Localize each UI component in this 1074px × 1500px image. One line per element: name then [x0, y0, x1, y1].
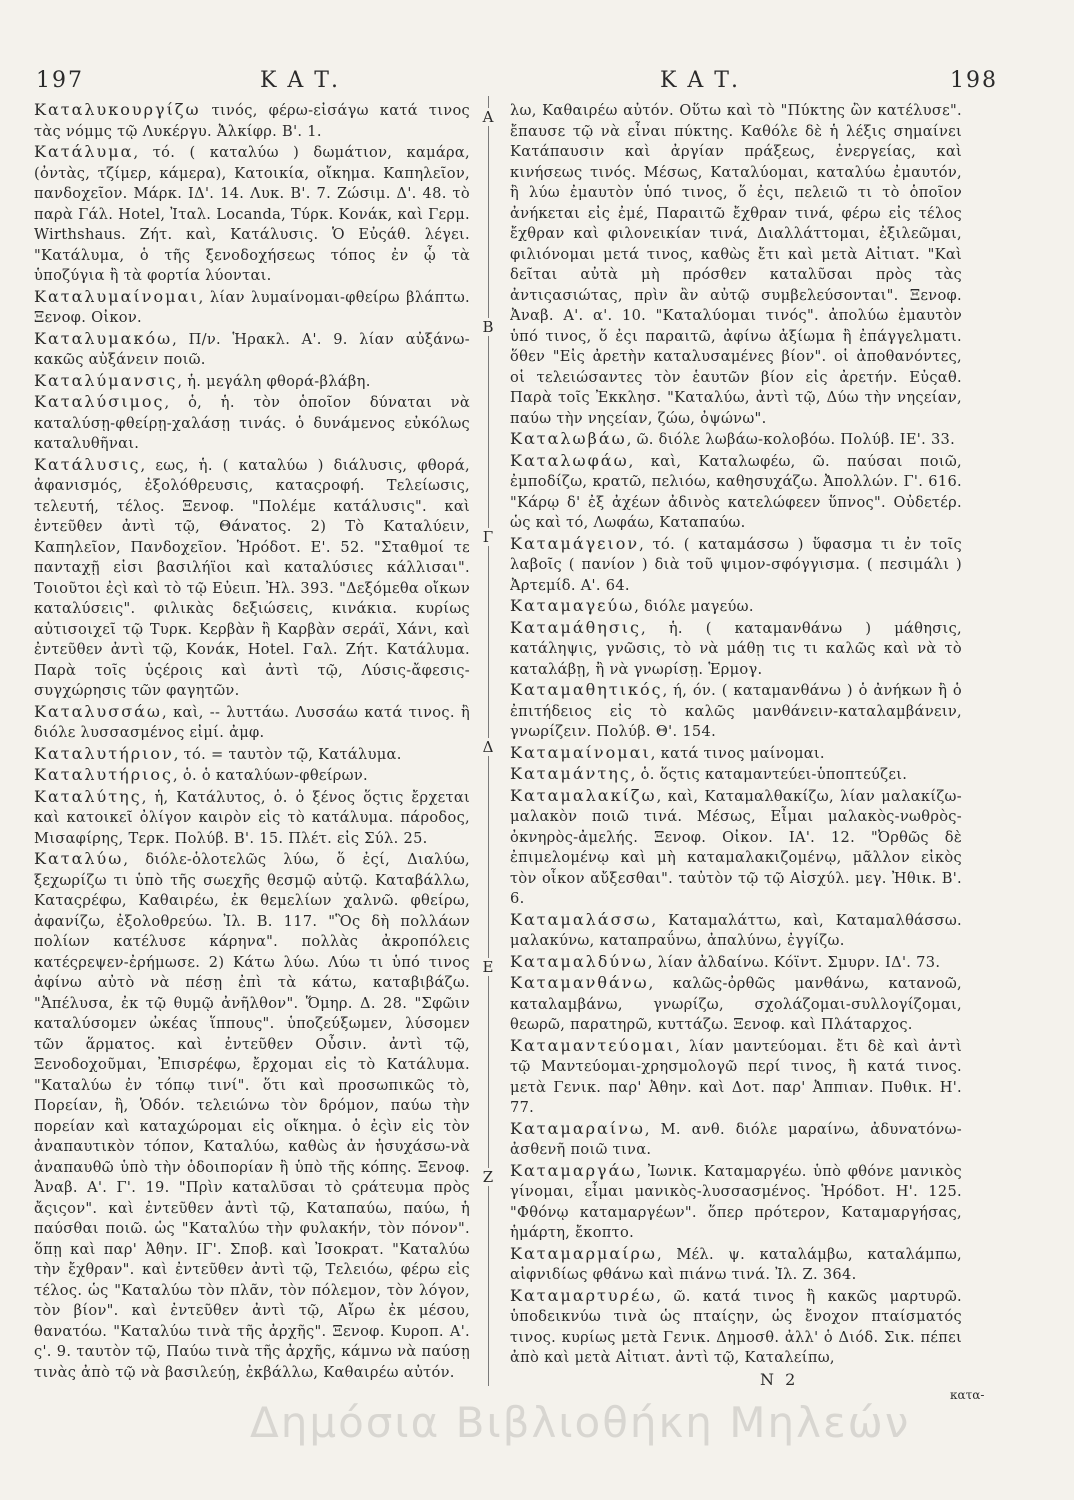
- entry-definition: , λίαν μαντεύομαι. ἔτι δὲ καὶ ἀντὶ τῷ Μαντεύομαι-χρησμολογῶ περί τινος, ἢ κατά τινος. μετὰ Γενικ. παρ' Ἀθην. καὶ Δοτ. παρ' Ἀππιαν. Πυθικ. Η'. 77.: [510, 1037, 962, 1116]
- dictionary-entry: [34, 744, 470, 766]
- library-watermark: Δημόσια Βιβλιοθήκη Μηλεών: [250, 1398, 911, 1447]
- dictionary-entry: [34, 287, 470, 329]
- entry-headword: Καταμανθάνω: [510, 973, 649, 992]
- section-letter: Β: [476, 318, 500, 336]
- dictionary-entry: [34, 329, 470, 371]
- entry-definition: , κατά τινος μαίνομαι.: [650, 744, 825, 762]
- entry-definition: , ἡ, Κατάλυτος, ὁ. ὁ ξένος ὅςτις ἔρχεται καὶ κατοικεῖ ὀλίγον καιρὸν εἰς τὸ κατάλυμα. πάροδος, Μισαφίρης, Τερκ. Πολύβ. Β'. 15. Πλέτ. εἰς Σύλ. 25.: [34, 788, 470, 847]
- entry-headword: Καταμαραίνω: [510, 1118, 645, 1138]
- entry-definition: , καὶ, Καταμαλθακίζω, λίαν μαλακίζω-μαλακὸν ποιῶ τινά. Μέσως, Εἶμαι μαλακὸς-νωθρὸς-ὀκνηρὸς-ἀμελής. Ξενοφ. Οἰκον. ΙΑ'. 12. "Ὀρθῶς δὲ ἐπιμελομένῳ καὶ μὴ καταμαλακιζομένῳ, μᾶλλον εἰκὸς τὸν οἶκον αὔξεσθαι". ταὐτὸν τῷ τῷ Αἰσχύλ. μεγ. Ἠθικ. Β'. 6.: [510, 787, 962, 907]
- dictionary-entry: [34, 787, 470, 850]
- left-running-headword: Κ Α Τ.: [260, 68, 340, 93]
- left-column: [34, 100, 470, 1390]
- entry-headword: Καταμαλάσσω: [510, 909, 652, 929]
- entry-definition: , διόλε μαγεύω.: [634, 598, 754, 615]
- dictionary-entry: [34, 142, 470, 287]
- entry-definition: , καλῶς-ὀρθῶς μανθάνω, κατανοῶ, καταλαμβάνω, γνωρίζω, σχολάζομαι-συλλογίζομαι, θεωρῶ, παρατηρῶ, κυττάζω. Ξενοφ. καὶ Πλάταρχος.: [510, 975, 962, 1033]
- entry-definition: , ὁ, ἡ. τὸν ὁποῖον δύναται νὰ καταλύσῃ-φθείρῃ-χαλάσῃ τινάς. ὁ δυνάμενος εὐκόλως καταλυθῆναι.: [34, 394, 470, 452]
- entry-headword: Καταλύω: [34, 849, 124, 868]
- right-page-number: 198: [950, 68, 998, 93]
- right-column: [510, 100, 962, 1390]
- entry-definition: , Μ. ανθ. διόλε μαραίνω, ἀδυνατόνω-ἀσθενῆ ποιῶ τινα.: [510, 1120, 962, 1158]
- entry-headword: Κατάλυμα: [34, 142, 134, 161]
- dictionary-entry: [34, 100, 470, 142]
- dictionary-entry: [34, 702, 470, 744]
- entry-definition: , ἡ. μεγάλη φθορά-βλάβη.: [177, 372, 371, 390]
- dictionary-entry: [510, 534, 962, 597]
- dictionary-entry: [34, 455, 470, 702]
- dictionary-entry: [34, 849, 470, 1383]
- right-running-headword: Κ Α Τ.: [660, 68, 740, 93]
- entry-headword: Καταμαλακίζω: [510, 785, 657, 805]
- entry-headword: Καταλύτης: [34, 786, 142, 806]
- catchword: κατα-: [950, 1388, 985, 1402]
- entry-definition: , ὁ. ὅςτις καταμαντεύει-ὑποπτεύζει.: [630, 766, 908, 783]
- entry-headword: Καταλυκουργίζω: [34, 100, 201, 119]
- entry-headword: Καταμαντεύομαι: [510, 1035, 676, 1055]
- running-header: [30, 68, 1040, 104]
- entry-definition: , Π/ν. Ἡρακλ. Α'. 9. λίαν αὐξάνω-κακῶς αὐξάνειν ποιῶ.: [34, 330, 470, 368]
- section-letter: Α: [476, 108, 500, 126]
- entry-headword: Καταμαίνομαι: [510, 742, 651, 762]
- entry-definition: , ὁ. ὁ καταλύων-φθείρων.: [173, 767, 368, 784]
- entry-headword: Καταμάντης: [510, 764, 631, 783]
- dictionary-entry: [510, 680, 962, 743]
- entry-headword: Καταλύμανσις: [34, 370, 178, 390]
- entry-definition: , τό. ( καταλύω ) δωμάτιον, καμάρα, (ὀντὰς, τζίμερ, κάμερα), Κατοικία, οἴκημα. Καπηλεῖον, πανδοχεῖον. Μάρκ. ΙΔ'. 14. Λυκ. Β'. 7. Ζώσιμ. Δ'. 48. τὸ παρὰ Γάλ. Hotel, Ἰταλ. Locanda, Τύρκ. Κονάκ, καὶ Γερμ. Wirthshaus. Ζήτ. καὶ, Κατάλυσις. Ὁ Εὐςάθ. λέγει. "Κατάλυμα, ὁ τῆς ξενοδοχήσεως τόπος ἐν ᾧ τὰ ὑποζύγια ἢ τὰ φορτία λύονται.: [34, 144, 470, 284]
- signature-mark: Ν 2: [760, 1370, 799, 1389]
- entry-headword: Κατάλυσις: [34, 454, 141, 474]
- section-letter: Γ: [476, 528, 500, 546]
- entry-headword: Καταλύσιμος: [34, 392, 165, 411]
- dictionary-entry: [510, 952, 962, 974]
- entry-headword: Καταμαθητικός: [510, 680, 663, 699]
- entry-definition: , Μέλ. ψ. καταλάμβω, καταλάμπω, αἰφνιδίως φθάνω καὶ πιάνω τινά. Ἰλ. Ζ. 364.: [510, 1245, 962, 1283]
- dictionary-entry: [510, 618, 962, 681]
- dictionary-entry: [510, 1119, 962, 1161]
- entry-headword: Καταμαγεύω: [510, 596, 635, 615]
- entry-definition: , διόλε-ὁλοτελῶς λύω, ὅ ἐςί, Διαλύω, ξεχωρίζω τι ὑπὸ τῆς σωεχῆς θεσμῷ αὐτῷ. Καταβάλλω, Καταςρέφω, Καθαιρέω, ἐκ θεμελίων χαλνῶ. φθείρω, ἀφανίζω, ἐξολοθρεύω. Ἰλ. Β. 117. "Ὃς δὴ πολλάων πολίων κατέλυσε κάρηνα". πολλὰς ἀκροπόλεις κατέςρεψεν-ἐρήμωσε. 2) Κάτω λύω. Λύω τι ὑπό τινος ἀφίνω αὐτὸ νὰ πέσῃ ἐπὶ τὰ κάτω, καταβιβάζω. "Ἀπέλυσα, ἐκ τῷ θυμῷ ἀνῆλθον". Ὅμηρ. Δ. 28. "Σφῶιν καταλύσομεν ὠκέας ἵππους". ὑποζεύξωμεν, λύσομεν τῶν ἅρματος. καὶ ἐντεῦθεν Οὖσιν. ἀντὶ τῷ, Ξενοδοχοῦμαι, Ἐπισρέφω, ἔρχομαι εἰς τὸ Κατάλυμα. "Καταλύω ἐν τόπῳ τινί". ὅτι καὶ προσωπικῶς τὸ, Πορείαν, ἢ, Ὁδόν. τελειώνω τὸν δρόμον, παύω τὴν πορείαν καὶ καταχώρομαι εἰς οἴκημα. ὁ ἐςὶν εἰς τὸν ἀναπαυτικὸν τόπον, Καταλύω, καθὼς ἀν ἡσυχάσω-νὰ ἀναπαυθῶ ὑπὸ τὴν ὁδοιπορίαν ἢ ὑπὸ τῆς κόπης. Ξενοφ. Ἀναβ. Α'. Γ'. 19. "Πρὶν καταλῦσαι τὸ ςράτευμα πρὸς ἄςιςον". καὶ ἐντεῦθεν ἀντὶ τῷ, Καταπαύω, παύω, ἡ παύσθαι ποιῶ. ὡς "Καταλύω τὴν φυλακήν, τὸν πόνον". ὅπῃ καὶ παρ' Ἀθην. ΙΓ'. Σποβ. καὶ Ἰσοκρατ. "Καταλύω τὴν ἔχθραν". καὶ ἐντεῦθεν ἀντὶ τῷ, Τελειόω, φέρω εἰς τέλος. ὡς "Καταλύω τὸν πλᾶν, τὸν πόλεμον, τὸν λόγον, τὸν βίον". καὶ ἐντεῦθεν ἀντὶ τῷ, Αἴρω ἐκ μέσου, θανατόω. "Καταλύω τινὰ τῆς ἀρχῆς". Ξενοφ. Κυροπ. Α'. ς'. 9. ταυτὸν τῷ, Παύω τινὰ τῆς ἀρχῆς, κάμνω νὰ παύσῃ τινὰς ἀπὸ τῷ νὰ βασιλεύῃ, ἐκβάλλω, Καθαιρέω αὐτόν.: [34, 851, 470, 1381]
- entry-definition: , καὶ, -- λυττάω. Λυσσάω κατά τινος. ἢ διόλε λυσσασμένος εἰμί. ἀμφ.: [34, 703, 470, 741]
- dictionary-entry: [510, 596, 962, 618]
- entry-headword: Καταμαρτυρέω: [510, 1285, 657, 1305]
- entry-headword: Καταλυμακόω: [34, 328, 173, 348]
- entry-headword: Καταμαλδύνω: [510, 951, 648, 971]
- dictionary-entry: [510, 429, 962, 451]
- section-letter: Ζ: [476, 1168, 500, 1186]
- entry-headword: Καταμαρμαίρω: [510, 1243, 657, 1263]
- dictionary-entry: [510, 100, 962, 429]
- entry-definition: λω, Καθαιρέω αὐτόν. Οὕτω καὶ τὸ "Πύκτης ὢν κατέλυσε". ἔπαυσε τῷ νὰ εἶναι πύκτης. Καθόλε δὲ ἡ λέξις σημαίνει Κατάπαυσιν καὶ ἀργίαν πράξεως, ἐνεργείας, καὶ κινήσεως τινός. Μέσως, Καταλύομαι, καταλύω ἐμαυτόν, ἢ λύω ἐμαυτὸν ὑπό τινος, ὅ ἐςι, πελειῶ τι τὸ ὁποῖον ἀνήκεται εἰς ἐμέ, Παραιτῶ ἔχθραν τινά, φέρω εἰς τέλος ἔχθραν καὶ φιλονεικίαν τινά, Διαλλάττομαι, ἐξιλεῶμαι, φιλιόνομαι μετά τινος, καθὼς ἔτι καὶ μετὰ Αἰτιατ. "Καὶ δεῖται αὐτὰ μὴ πρόσθεν καταλῦσαι πρὸς τὰς ἀντιςασιώτας, πρὶν ἂν αὐτῷ συμβελεύσονται". Ξενοφ. Ἀναβ. Α'. α'. 10. "Καταλύομαι τινός". ἀπολύω ἐμαυτὸν ὑπό τινος, ὅ ἐςι παραιτῶ, ἀφίνω ἀξίωμα ἢ ἐπάγγελματι. ὅθεν "Εἰς ἀρετὴν καταλυσαμένες βίον". οἱ ἀποθανόντες, οἱ τελειώσαντες τὸν ἑαυτῶν βίον εἰς ἀρετήν. Εὐςαθ. Παρὰ τοῖς Ἐκκλησ. "Καταλύω, ἀντὶ τῷ, Δύω τὴν νηςείαν, παύω τὴν νηςείαν, ζώω, ὀψώνω".: [510, 102, 962, 427]
- entry-definition: , ἡ. ( καταμανθάνω ) μάθησις, κατάληψις, γνῶσις, τὸ νὰ μάθῃ τις τι καλῶς καὶ νὰ τὸ καταλάβῃ, ἢ νὰ γνωρίσῃ. Ἑρμογ.: [510, 619, 962, 678]
- dictionary-entry: [510, 1244, 962, 1286]
- dictionary-entry: [34, 392, 470, 455]
- entry-definition: , λίαν ἀλδαίνω. Κόϊντ. Σμυρν. ΙΔ'. 73.: [647, 953, 941, 971]
- entry-headword: Καταλωφάω: [510, 450, 629, 470]
- dictionary-entry: [34, 371, 470, 393]
- entry-headword: Καταμάθησις: [510, 617, 641, 637]
- dictionary-entry: [510, 1286, 962, 1369]
- dictionary-entry: [510, 786, 962, 910]
- entry-headword: Καταλυτήριος: [34, 765, 173, 784]
- entry-headword: Καταμάγειον: [510, 533, 640, 553]
- entry-headword: Καταλυτήριον: [34, 743, 174, 763]
- entry-headword: Καταλωβάω: [510, 429, 627, 448]
- dictionary-entry: [510, 1036, 962, 1119]
- entry-definition: , λίαν λυμαίνομαι-φθείρω βλάπτω. Ξενοφ. Οἰκον.: [34, 288, 470, 326]
- dictionary-entry: [510, 973, 962, 1036]
- section-letter: Ε: [476, 958, 500, 976]
- dictionary-entry: [510, 451, 962, 534]
- dictionary-entry: [510, 910, 962, 952]
- dictionary-entry: [34, 765, 470, 787]
- entry-definition: , Ἰωνικ. Καταμαργέω. ὑπὸ φθόνε μανικὸς γίνομαι, εἶμαι μανικὸς-λυσσασμένος. Ἡρόδοτ. Η'. 125. "Φθόνῳ καταμαργέων". ὅπερ πρότερον, Καταμαργήσας, ἡμάρτη, ἔκοπτο.: [510, 1162, 962, 1241]
- entry-headword: Καταλυμαίνομαι: [34, 286, 199, 306]
- entry-definition: , ή, όν. ( καταμανθάνω ) ὁ ἀνήκων ἢ ὁ ἐπιτήδειος εἰς τὸ καλῶς μανθάνειν-καταλαμβάνειν, γνωρίζειν. Πολύβ. Θ'. 154.: [510, 682, 962, 740]
- dictionary-entry: [510, 743, 962, 765]
- entry-definition: τινός, φέρω-εἰσάγω κατά τινος τὰς νόμμς τῷ Λυκέργυ. Ἀλκίφρ. Β'. 1.: [34, 102, 470, 140]
- dictionary-entry: [510, 1161, 962, 1244]
- entry-definition: , ῶ. κατά τινος ἢ κακῶς μαρτυρῶ. ὑποδεικνύω τινὰ ὡς πταίςην, ὡς ἔνοχον πταίσματός τινος. κυρίως μετὰ Γενικ. Δημοσθ. ἀλλ' ὁ Διόδ. Σικ. πέπει ἀπὸ καὶ μετὰ Αἰτιατ. ἀντὶ τῷ, Καταλείπω,: [510, 1287, 962, 1366]
- left-page-number: 197: [36, 68, 84, 93]
- entry-headword: Καταμαργάω: [510, 1160, 637, 1180]
- entry-definition: , τό. ( καταμάσσω ) ὕφασμα τι ἐν τοῖς λαβοῖς ( πανίον ) διὰ τοῦ ψιμον-σφόγγισμα. ( πεσιμάλι ) Ἀρτεμίδ. Α'. 64.: [510, 535, 962, 594]
- entry-definition: , εως, ἡ. ( καταλύω ) διάλυσις, φθορά, ἀφανισμός, ἐξολόθρευσις, καταςροφή. Τελείωσις, τελευτή, τέλος. Ξενοφ. "Πολέμε κατάλυσις". καὶ ἐντεῦθεν ἀντὶ τῷ, Θάνατος. 2) Τὸ Καταλύειν, Καπηλεῖον, Πανδοχεῖον. Ἡρόδοτ. Ε'. 52. "Σταθμοί τε πανταχῇ εἰσι βασιλήϊοι καὶ καταλύσιες κάλλισαι". Τοιοῦτοι ἐςὶ καὶ τὸ τῷ Εὐειπ. Ἠλ. 393. "Δεξόμεθα οἴκων καταλύσεις". φιλικὰς δεξιώσεις, κινάκια. κυρίως αὐτισοιχεῖ τῷ Τυρκ. Κερβὰν ἢ Καρβὰν σεράϊ, Χάνι, καὶ ἐντεῦθεν ἀντὶ τῷ, Κονάκ, Hotel. Γαλ. Ζήτ. Κατάλυμα. Παρὰ τοῖς ὑςέροις καὶ ἀντὶ τῷ, Λύσις-ἄφεσις-συγχώρησις τῶν φαγητῶν.: [34, 456, 470, 699]
- dictionary-entry: [510, 764, 962, 786]
- entry-definition: , ῶ. διόλε λωβάω-κολοβόω. Πολύβ. ΙΕ'. 33.: [626, 431, 956, 448]
- entry-definition: , καὶ, Καταλωφέω, ῶ. παύσαι ποιῶ, ἐμποδίζω, κρατῶ, πελιόω, καθησυχάζω. Ἀπολλών. Γ'. 616. "Κάρῳ δ' ἐξ ἀχέων ἀδινὸς κατελώφεεν ὕπνος". Οὐδετέρ. ὡς καὶ τό, Λωφάω, Καταπαύω.: [510, 452, 962, 531]
- entry-headword: Καταλυσσάω: [34, 701, 162, 721]
- entry-definition: , τό. = ταυτὸν τῷ, Κατάλυμα.: [173, 745, 402, 763]
- section-letter: Δ: [476, 738, 500, 756]
- entry-definition: , Καταμαλάττω, καὶ, Καταμαλθάσσω. μαλακύνω, καταπραΰνω, ἀπαλύνω, ἐγγίζω.: [510, 911, 962, 949]
